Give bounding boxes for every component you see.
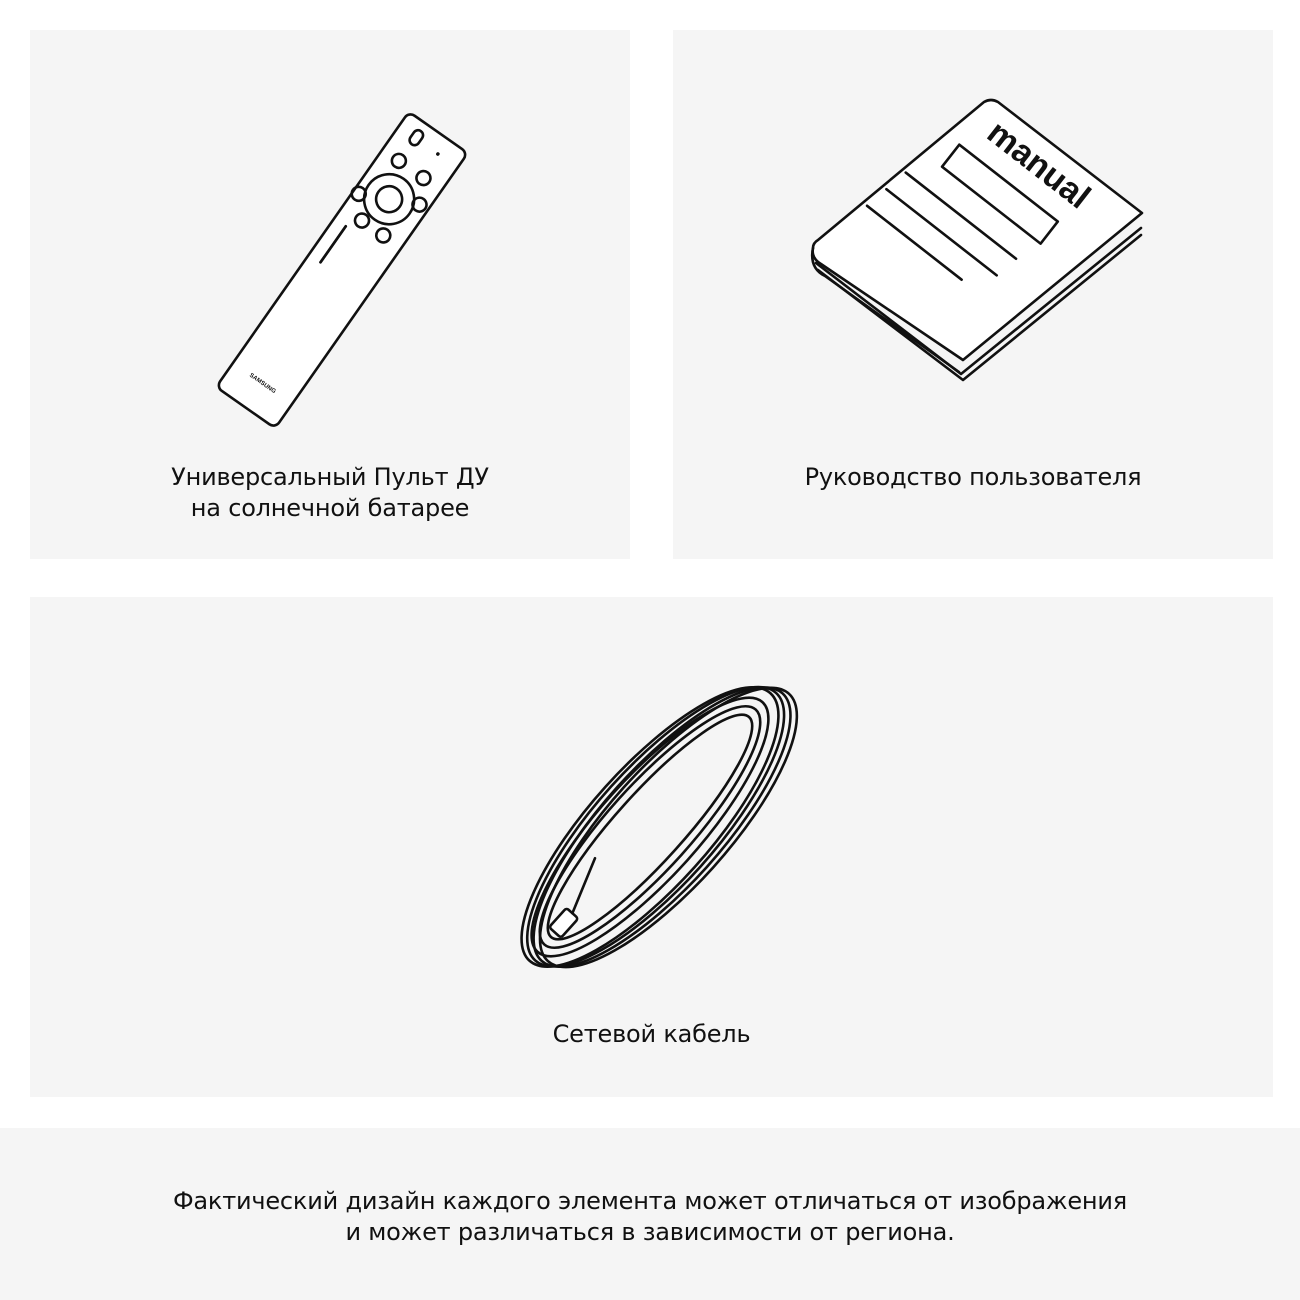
- remote-card: [30, 30, 630, 559]
- caption-line: Руководство пользователя: [804, 463, 1142, 491]
- disclaimer-text: [0, 1186, 1300, 1248]
- manual-caption: [673, 462, 1273, 493]
- cable-caption: [30, 1019, 1273, 1050]
- disclaimer-line: Фактический дизайн каждого элемента может отличаться от изображения: [172, 1187, 1128, 1215]
- disclaimer-line: и может различаться в зависимости от региона.: [345, 1218, 955, 1246]
- caption-line: Универсальный Пульт ДУ: [171, 463, 489, 491]
- disclaimer-panel: [0, 1128, 1300, 1300]
- manual-cover-label: manual: [980, 113, 1098, 217]
- remote-caption: [30, 462, 630, 524]
- manual-card: [673, 30, 1273, 559]
- caption-line: на солнечной батарее: [190, 494, 470, 522]
- remote-brand-label: SAMSUNG: [247, 372, 277, 396]
- caption-line: Сетевой кабель: [552, 1020, 751, 1048]
- cable-card: [30, 597, 1273, 1097]
